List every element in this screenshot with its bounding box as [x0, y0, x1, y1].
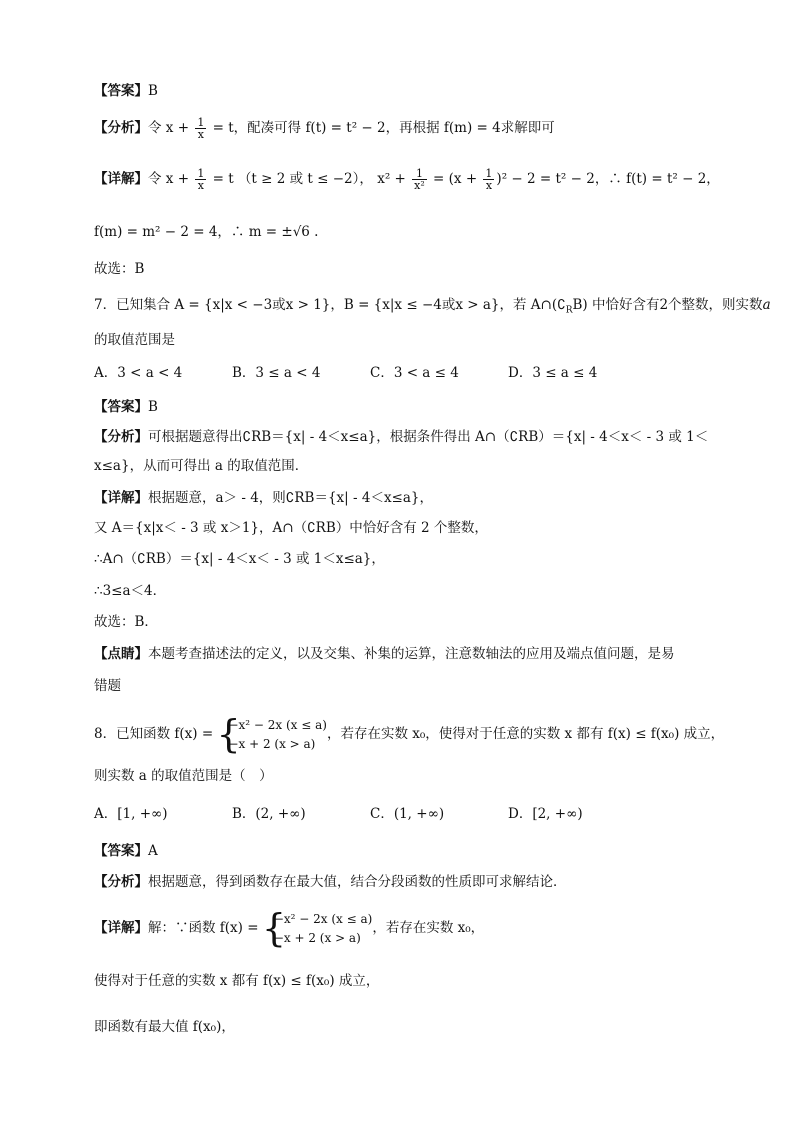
q7-comment-line2: 错题: [94, 678, 121, 694]
detail-text: 根据题意，a＞ - 4，则∁RB＝{x| - 4＜x≤a}，: [148, 490, 434, 506]
comment-tag: 【点睛】: [94, 646, 148, 662]
option-a[interactable]: A．3 < a < 4: [94, 365, 183, 381]
q7-detail-line1: [94, 487, 734, 509]
q7-conclusion: 故选：B．: [94, 614, 158, 630]
q6-answer-line: [94, 80, 734, 102]
q7-options: [94, 362, 734, 384]
answer-tag: 【答案】: [94, 843, 148, 859]
detail-tag: 【详解】: [94, 490, 148, 506]
piece-1: { −x² − 2x (x ≤ a): [228, 717, 327, 732]
detail-text: ，∴: [594, 171, 622, 187]
q7-stem-text: 7．已知集合 A = {x|x < −3或x > 1}，B = {x|x ≤ −4或x > a}，若 A∩(∁: [94, 297, 566, 313]
formula-f-t: f(t) = t² − 2: [305, 120, 386, 136]
analysis-tag: 【分析】: [94, 120, 148, 136]
analysis-tag: 【分析】: [94, 429, 148, 445]
answer-tag: 【答案】: [94, 83, 148, 99]
analysis-text: ，配凑可得: [233, 120, 302, 136]
option-d[interactable]: D．[2, +∞): [508, 806, 583, 822]
option-a[interactable]: A．[1, +∞): [94, 806, 168, 822]
q6-detail-line: [94, 168, 734, 191]
option-b[interactable]: B．(2, +∞): [232, 806, 306, 822]
piecewise-function: [265, 910, 373, 948]
q7-detail-line4: ∴3≤a＜4．: [94, 583, 167, 599]
piece-1: { −x² − 2x (x ≤ a): [273, 911, 373, 926]
formula-x-plus-1-over-x: x + $\frac{1}{x}$ = t: [165, 167, 234, 192]
analysis-text: 根据题意，得到函数存在最大值，结合分段函数的性质即可求解结论．: [148, 874, 567, 890]
formula-f-m: f(m) = 4: [443, 120, 501, 136]
detail-text: ，若存在实数 x₀，: [372, 920, 485, 936]
option-d[interactable]: D．3 ≤ a ≤ 4: [508, 365, 598, 381]
q7-answer-line: [94, 396, 734, 418]
q8-answer-line: [94, 840, 734, 862]
analysis-text: 可根据题意得出∁RB＝{x| - 4＜x≤a}，根据条件得出 A∩（∁RB）＝{x| - 4＜x＜ - 3 或 1＜: [148, 429, 709, 445]
q7-stem: 7．已知集合 A = {x|x < −3或x > 1}，B = {x|x ≤ −4或x > a}，若 $A\cap(∁_RB)$ 中恰好含有2个整数，则实数a: [94, 297, 771, 316]
q8-detail-line2: 使得对于任意的实数 x 都有 f(x) ≤ f(x₀) 成立，: [94, 973, 380, 989]
q7-variable: a: [762, 297, 771, 313]
piece-2: −x + 2 (x > a): [273, 930, 361, 945]
q7-detail-line2: 又 A＝{x|x＜ - 3 或 x＞1}，A∩（∁RB）中恰好含有 2 个整数，: [94, 520, 488, 536]
answer-tag: 【答案】: [94, 399, 148, 415]
analysis-text: 令: [148, 120, 162, 136]
q7-stem-text: B) 中恰好含有2个整数，则实数: [572, 297, 763, 313]
comment-text: 本题考查描述法的定义，以及交集、补集的运算，注意数轴法的应用及端点值问题，是易: [148, 646, 675, 662]
q8-stem-line2: 则实数 a 的取值范围是（ ）: [94, 768, 273, 784]
answer-value: B: [148, 83, 158, 99]
q7-comment-line1: [94, 643, 734, 665]
piece-2: −x + 2 (x > a): [228, 736, 316, 751]
analysis-text: ，再根据: [385, 120, 440, 136]
analysis-tag: 【分析】: [94, 874, 148, 890]
q8-detail-line1: [94, 908, 734, 948]
q6-analysis-line: [94, 117, 734, 140]
q7-stem-line2: 的取值范围是: [94, 332, 175, 348]
detail-condition: （t ≥ 2 或 t ≤ −2），: [237, 171, 373, 187]
piecewise-function: [219, 716, 327, 754]
detail-text: 令: [148, 171, 162, 187]
detail-text: 解：∵函数 f(x) =: [148, 920, 259, 936]
q8-stem-text: ，若存在实数 x₀，使得对于任意的实数 x 都有 f(x) ≤ f(x₀) 成立，: [326, 726, 725, 742]
analysis-text: 求解即可: [500, 120, 555, 136]
q8-options: [94, 803, 734, 825]
q8-analysis-line: [94, 871, 734, 893]
q7-analysis-line1: [94, 426, 734, 448]
formula-x-plus-1-over-x: x + $\frac{1}{x}$ = t: [165, 116, 234, 141]
q7-analysis-line2: x≤a}，从而可得出 a 的取值范围．: [94, 458, 309, 474]
answer-value: B: [148, 399, 158, 415]
q8-detail-line3: 即函数有最大值 f(x₀)，: [94, 1019, 235, 1035]
detail-tag: 【详解】: [94, 171, 148, 187]
q7-detail-line3: ∴A∩（∁RB）＝{x| - 4＜x＜ - 3 或 1＜x≤a}，: [94, 551, 385, 567]
option-b[interactable]: B．3 ≤ a < 4: [232, 365, 321, 381]
q6-detail-line2: f(m) = m² − 2 = 4，∴ m = ±√6 .: [94, 224, 319, 240]
option-c[interactable]: C．(1, +∞): [370, 806, 445, 822]
detail-tag: 【详解】: [94, 920, 148, 936]
q8-stem-text: 8．已知函数 f(x) =: [94, 726, 214, 742]
q8-stem: [94, 714, 734, 754]
q6-conclusion: 故选：B: [94, 261, 145, 277]
answer-value: A: [148, 843, 158, 859]
formula-f-t: f(t) = t² − 2，: [626, 171, 720, 187]
formula-square-identity: x² + $\frac{1}{\text{x²}}$ = (x + $\frac{1}{x}$ )² − 2 = t² − 2: [377, 167, 595, 192]
option-c[interactable]: C．3 < a ≤ 4: [370, 365, 459, 381]
